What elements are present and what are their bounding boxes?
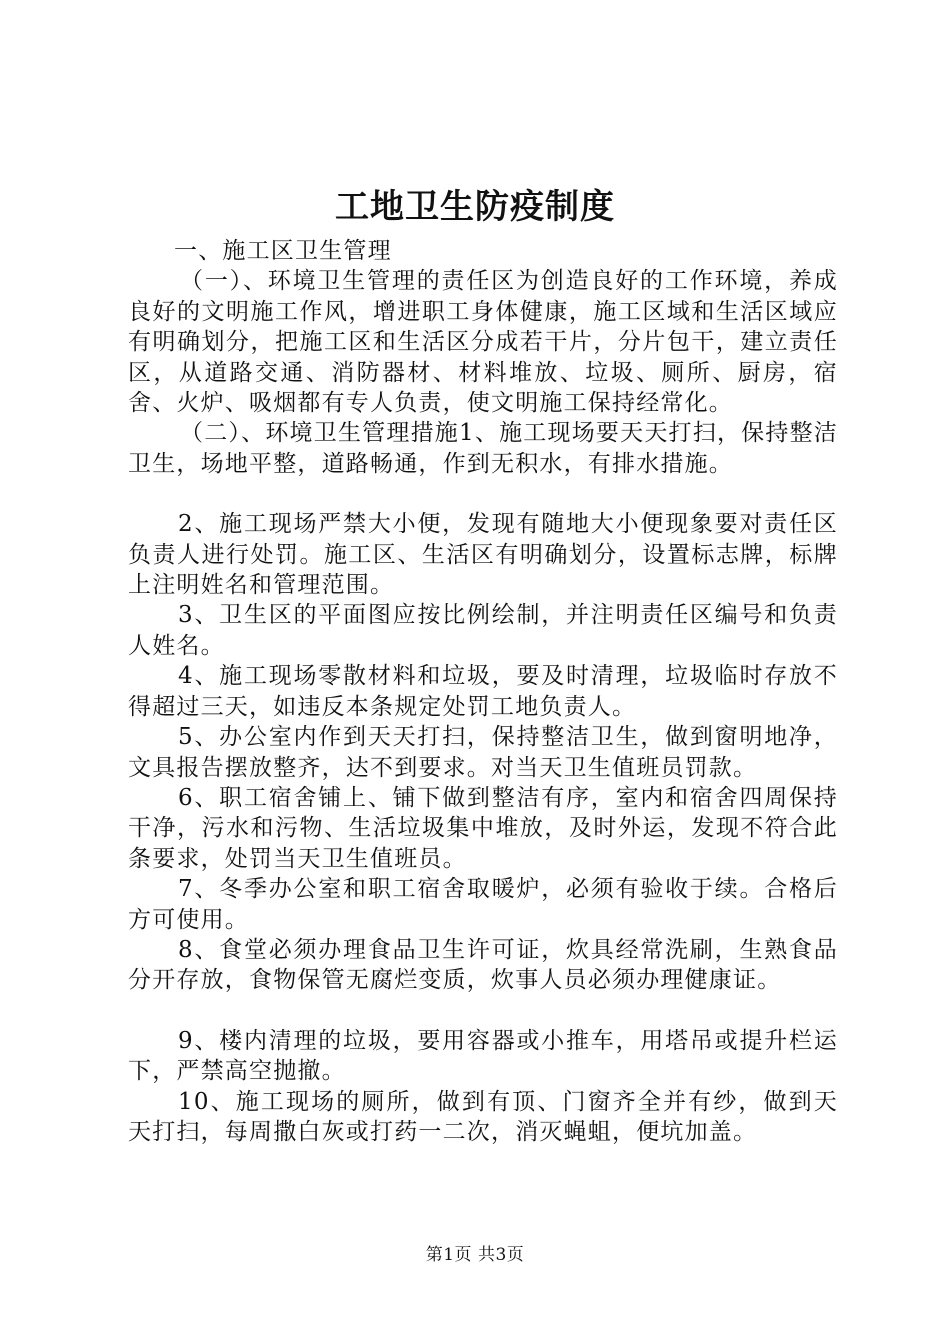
paragraph-item-7: 7、冬季办公室和职工宿舍取暖炉，必须有验收于续。合格后方可使用。 — [128, 876, 838, 933]
paragraph-item-5: 5、办公室内作到天天打扫，保持整洁卫生，做到窗明地净，文具报告摆放整齐，达不到要求。对当天卫生值班员罚款。 — [128, 724, 838, 781]
paragraph-item-10: 10、施工现场的厕所，做到有顶、门窗齐全并有纱，做到天天打扫，每周撒白灰或打药一二次，消灭蝇蛆，便坑加盖。 — [128, 1088, 838, 1145]
page-number-footer: 第1页 共3页 — [425, 1245, 525, 1265]
section-heading: 一、施工区卫生管理 — [174, 238, 392, 264]
paragraph-environment-measures: （二）、环境卫生管理措施1、施工现场要天天打扫，保持整洁卫生，场地平整，道路畅通，作到无积水，有排水措施。 — [128, 420, 838, 477]
paragraph-item-4: 4、施工现场零散材料和垃圾，要及时清理，垃圾临时存放不得超过三天，如违反本条规定处罚工地负责人。 — [128, 663, 838, 720]
paragraph-item-3: 3、卫生区的平面图应按比例绘制，并注明责任区编号和负责人姓名。 — [128, 602, 838, 659]
document-title: 工地卫生防疫制度 — [335, 187, 615, 227]
paragraph-environment-responsibility: （一）、环境卫生管理的责任区为创造良好的工作环境，养成良好的文明施工作风，增进职工身体健康，施工区域和生活区域应有明确划分，把施工区和生活区分成若干片，分片包干，建立责任区，从道路交通、消防器材、材料堆放、垃圾、厕所、厨房，宿舍、火炉、吸烟都有专人负责，使文明施工保持经常化。 — [128, 268, 838, 417]
paragraph-item-9: 9、楼内清理的垃圾，要用容器或小推车，用塔吊或提升栏运下，严禁高空抛撤。 — [128, 1027, 838, 1085]
paragraph-item-2: 2、施工现场严禁大小便，发现有随地大小便现象要对责任区负责人进行处罚。施工区、生活区有明确划分，设置标志牌，标牌上注明姓名和管理范围。 — [128, 511, 838, 599]
paragraph-item-8: 8、食堂必须办理食品卫生许可证，炊具经常洗刷，生熟食品分开存放，食物保管无腐烂变质，炊事人员必须办理健康证。 — [128, 936, 838, 994]
paragraph-item-6: 6、职工宿舍铺上、铺下做到整洁有序，室内和宿舍四周保持干净，污水和污物、生活垃圾集中堆放，及时外运，发现不符合此条要求，处罚当天卫生值班员。 — [128, 784, 838, 872]
document-body — [128, 236, 838, 1147]
